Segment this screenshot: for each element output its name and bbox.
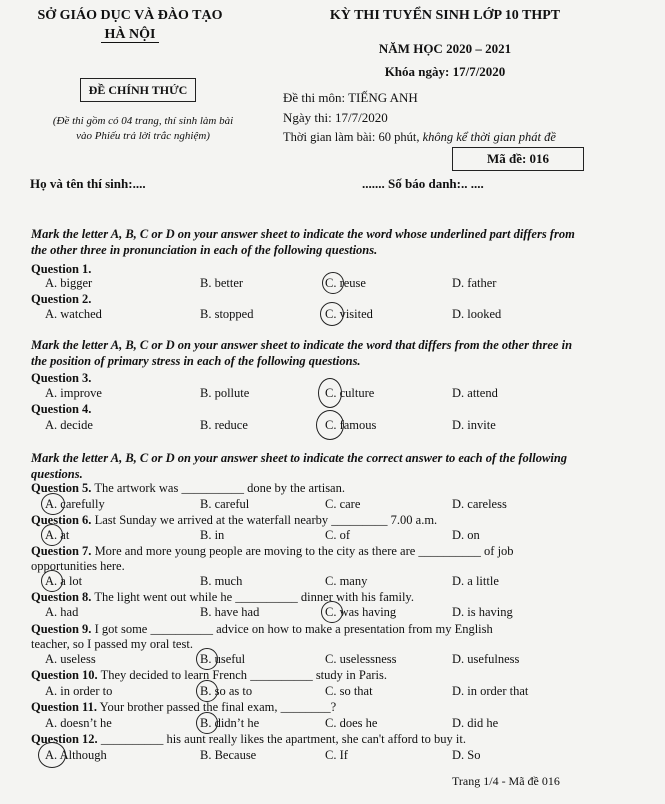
city-name-text: HÀ NỘI	[101, 27, 160, 43]
answer-blank: __________	[250, 668, 313, 682]
exam-note-line2: vào Phiếu trả lời trắc nghiệm)	[76, 130, 210, 142]
q8-option-b: B. have had	[200, 605, 260, 619]
candidate-name-field: Họ và tên thí sinh:....	[30, 176, 146, 191]
q2-option-a: A. watched	[45, 307, 102, 321]
exam-code: Mã đề: 016	[452, 147, 584, 171]
exam-subject: Đề thi môn: TIẾNG ANH	[283, 90, 418, 105]
q11-option-b: B. didn’t he	[200, 716, 260, 730]
q9-option-d: D. usefulness	[452, 652, 520, 666]
duration-note: không kể thời gian phát đề	[422, 130, 556, 144]
question-label: Question 4.	[31, 402, 92, 416]
question-4	[31, 402, 91, 417]
official-badge: ĐỀ CHÍNH THỨC	[80, 78, 196, 102]
question-5	[31, 481, 345, 496]
question-text: ?	[330, 700, 337, 714]
question-text: advice on how to make a presentation from my English	[212, 622, 493, 636]
question-text: his aunt really likes the apartment, she can't afford to buy it.	[163, 732, 466, 746]
answer-blank: _________	[331, 513, 388, 527]
answer-blank: ________	[280, 700, 331, 714]
q6-option-c: C. of	[325, 528, 350, 542]
q4-option-d: D. invite	[452, 418, 496, 432]
instruction-stress: Mark the letter A, B, C or D on your answer sheet to indicate the word that differs from the other three in the position of primary stress in each of the following questions.	[31, 338, 573, 368]
q7-option-b: B. much	[200, 574, 243, 588]
question-text: More and more young people are moving to the city as there are	[94, 544, 419, 558]
q11-option-c: C. does he	[325, 716, 378, 730]
q3-option-c: C. culture	[325, 386, 375, 400]
question-1	[31, 262, 91, 277]
question-text: The artwork was	[94, 481, 182, 495]
question-text: of job	[480, 544, 514, 558]
q6-option-a: A. at	[45, 528, 70, 542]
q8-option-d: D. is having	[452, 605, 513, 619]
question-text: 7.00 a.m.	[387, 513, 438, 527]
q9-option-a: A. useless	[45, 652, 96, 666]
q7-option-a: A. a lot	[45, 574, 83, 588]
question-text: The light went out while he	[94, 590, 236, 604]
question-text: study in Paris.	[312, 668, 387, 682]
q3-option-b: B. pollute	[200, 386, 250, 400]
question-9-continued: teacher, so I passed my oral test.	[31, 637, 193, 651]
question-3	[31, 371, 91, 386]
candidate-number-field: ....... Số báo danh:.. ....	[362, 176, 484, 191]
q11-option-d: D. did he	[452, 716, 499, 730]
question-text: They decided to learn French	[100, 668, 251, 682]
question-text: Last Sunday we arrived at the waterfall nearby	[94, 513, 332, 527]
question-label: Question 3.	[31, 371, 92, 385]
q3-option-a: A. improve	[45, 386, 102, 400]
q1-option-a: A. bigger	[45, 276, 93, 290]
exam-title: KỲ THI TUYỂN SINH LỚP 10 THPT	[329, 8, 561, 23]
school-year: NĂM HỌC 2020 – 2021	[378, 41, 512, 56]
q10-option-a: A. in order to	[45, 684, 113, 698]
q12-option-a: A. Although	[45, 748, 107, 762]
question-label: Question 6.	[31, 513, 92, 527]
question-7-continued: opportunities here.	[31, 559, 125, 573]
exam-note-line1: (Đề thi gồm có 04 trang, thí sinh làm bài	[52, 115, 234, 127]
question-8	[31, 590, 414, 605]
question-6	[31, 513, 437, 528]
q7-option-d: D. a little	[452, 574, 499, 588]
q4-option-a: A. decide	[45, 418, 93, 432]
department-name: SỞ GIÁO DỤC VÀ ĐÀO TẠO	[37, 8, 223, 23]
q10-option-b: B. so as to	[200, 684, 253, 698]
question-label: Question 8.	[31, 590, 92, 604]
q1-option-d: D. father	[452, 276, 497, 290]
question-label: Question 1.	[31, 262, 92, 276]
q11-option-a: A. doesn’t he	[45, 716, 112, 730]
answer-blank: __________	[235, 590, 298, 604]
q6-option-b: B. in	[200, 528, 225, 542]
answer-blank: __________	[150, 622, 213, 636]
question-text: dinner with his family.	[297, 590, 414, 604]
question-2	[31, 292, 91, 307]
q12-option-c: C. If	[325, 748, 348, 762]
q8-option-a: A. had	[45, 605, 79, 619]
question-label: Question 9.	[31, 622, 92, 636]
question-label: Question 11.	[31, 700, 97, 714]
question-7	[31, 544, 514, 559]
q7-option-c: C. many	[325, 574, 368, 588]
exam-date: Ngày thi: 17/7/2020	[283, 110, 388, 125]
question-text: I got some	[94, 622, 151, 636]
q9-option-b: B. useful	[200, 652, 246, 666]
q10-option-d: D. in order that	[452, 684, 529, 698]
question-10	[31, 668, 387, 683]
duration-text: Thời gian làm bài: 60 phút,	[283, 130, 423, 144]
answer-blank: __________	[181, 481, 244, 495]
q1-option-c: C. reuse	[325, 276, 366, 290]
answer-blank: __________	[418, 544, 481, 558]
question-12	[31, 732, 466, 747]
q5-option-d: D. careless	[452, 497, 507, 511]
question-11	[31, 700, 336, 715]
question-label: Question 12.	[31, 732, 98, 746]
q1-option-b: B. better	[200, 276, 244, 290]
question-label: Question 2.	[31, 292, 92, 306]
page-footer: Trang 1/4 - Mã đề 016	[452, 774, 560, 788]
q9-option-c: C. uselessness	[325, 652, 397, 666]
q5-option-b: B. careful	[200, 497, 250, 511]
answer-blank: __________	[100, 732, 164, 746]
q4-option-b: B. reduce	[200, 418, 248, 432]
city-name	[30, 27, 230, 43]
exam-date-course: Khóa ngày: 17/7/2020	[384, 64, 506, 79]
q8-option-c: C. was having	[325, 605, 397, 619]
q10-option-c: C. so that	[325, 684, 373, 698]
q5-option-a: A. carefully	[45, 497, 105, 511]
q5-option-c: C. care	[325, 497, 361, 511]
question-9	[31, 622, 493, 637]
exam-duration	[283, 130, 556, 145]
question-label: Question 5.	[31, 481, 92, 495]
q2-option-b: B. stopped	[200, 307, 254, 321]
q6-option-d: D. on	[452, 528, 480, 542]
q2-option-d: D. looked	[452, 307, 502, 321]
instruction-pronunciation: Mark the letter A, B, C or D on your answer sheet to indicate the word whose underlined part differs from the other three in pronunciation in each of the following questions.	[31, 227, 575, 257]
q4-option-c: C. famous	[325, 418, 377, 432]
question-text: Your brother passed the final exam,	[99, 700, 281, 714]
question-text: done by the artisan.	[243, 481, 345, 495]
q12-option-b: B. Because	[200, 748, 257, 762]
question-label: Question 10.	[31, 668, 98, 682]
question-label: Question 7.	[31, 544, 92, 558]
instruction-correct: Mark the letter A, B, C or D on your answer sheet to indicate the correct answer to each of the following questions.	[31, 451, 568, 481]
q3-option-d: D. attend	[452, 386, 498, 400]
q2-option-c: C. visited	[325, 307, 373, 321]
q12-option-d: D. So	[452, 748, 481, 762]
